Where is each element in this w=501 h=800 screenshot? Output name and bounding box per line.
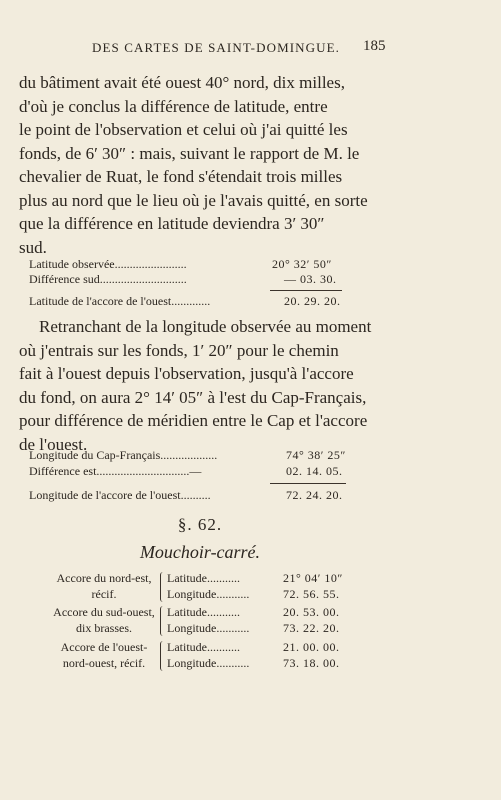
text-line: plus au nord que le lieu où je l'avais quitté, en sorte bbox=[19, 190, 368, 210]
coordinate-value: 20. 53. 00. bbox=[283, 605, 340, 619]
calc-label: Différence est...............................— bbox=[29, 464, 202, 478]
calc-label: Longitude de l'accore de l'ouest.......... bbox=[29, 488, 211, 502]
page-number: 185 bbox=[363, 38, 386, 54]
coordinate-label: Longitude........... bbox=[167, 621, 250, 635]
text-line-content: Retranchant de la longitude observée au moment bbox=[39, 317, 372, 336]
running-head bbox=[0, 40, 501, 62]
calc-label: Latitude observée........................ bbox=[29, 257, 187, 271]
brace bbox=[160, 641, 165, 671]
calc-label: Longitude du Cap-Français................... bbox=[29, 448, 218, 462]
location-name bbox=[48, 604, 160, 636]
coordinate-value: 73. 22. 20. bbox=[283, 621, 340, 635]
calc-label: Différence sud............................. bbox=[29, 272, 187, 286]
sum-rule bbox=[270, 483, 346, 484]
text-line: que la différence en latitude deviendra 3′ 30″ bbox=[19, 214, 325, 233]
text-line: le point de l'observation et celui où j'ai quitté les bbox=[19, 120, 348, 139]
coordinate-label: Longitude........... bbox=[167, 587, 250, 601]
paragraph-2 bbox=[19, 315, 387, 456]
calc-value: 20. 29. 20. bbox=[284, 294, 341, 308]
location-name-line: Accore de l'ouest- bbox=[60, 640, 148, 654]
text-line: de l'ouest. bbox=[19, 434, 88, 454]
sum-rule bbox=[270, 290, 342, 291]
calc-value: 74° 38′ 25″ bbox=[286, 448, 346, 462]
coordinate-label: Latitude........... bbox=[167, 571, 240, 585]
location-name-line: dix brasses. bbox=[76, 621, 132, 635]
text-line: chevalier de Ruat, le fond s'étendait trois milles bbox=[19, 167, 343, 186]
brace bbox=[160, 572, 165, 602]
section-title: Mouchoir-carré. bbox=[139, 542, 261, 562]
calc-value: 02. 14. 05. bbox=[286, 464, 343, 478]
coordinate-value: 72. 56. 55. bbox=[283, 587, 340, 601]
text-line: fait à l'ouest depuis l'observation, jusqu'à l'accore bbox=[19, 364, 354, 383]
location-name bbox=[48, 639, 160, 671]
coordinate-value: 21° 04′ 10″ bbox=[283, 571, 343, 585]
location-name bbox=[48, 570, 160, 602]
calc-label: Latitude de l'accore de l'ouest............. bbox=[29, 294, 211, 308]
calc-value: 72. 24. 20. bbox=[286, 488, 343, 502]
running-title: DES CARTES DE SAINT-DOMINGUE. bbox=[92, 40, 341, 55]
text-line: d'où je conclus la différence de latitude, entre bbox=[19, 96, 328, 116]
text-line: sud. bbox=[19, 237, 47, 257]
location-name-line: Accore du sud-ouest, bbox=[53, 605, 155, 619]
text-line: pour différence de méridien entre le Cap et l'accore bbox=[19, 411, 368, 430]
calc-value: 20° 32′ 50″ bbox=[272, 257, 332, 271]
coordinate-value: 21. 00. 00. bbox=[283, 640, 340, 654]
calc-value: — 03. 30. bbox=[284, 272, 337, 286]
location-name-line: Accore du nord-est, bbox=[56, 571, 152, 585]
location-name-line: nord-ouest, récif. bbox=[62, 656, 146, 670]
text-line bbox=[19, 315, 387, 339]
text-line: où j'entrais sur les fonds, 1′ 20″ pour le chemin bbox=[19, 340, 339, 360]
coordinate-label: Latitude........... bbox=[167, 605, 240, 619]
coordinate-value: 73. 18. 00. bbox=[283, 656, 340, 670]
text-line: du fond, on aura 2° 14′ 05″ à l'est du Cap-Français, bbox=[19, 387, 367, 407]
paragraph-1 bbox=[19, 71, 387, 259]
text-line: du bâtiment avait été ouest 40° nord, dix milles, bbox=[19, 73, 345, 92]
text-line: fonds, de 6′ 30″ : mais, suivant le rapport de M. le bbox=[19, 143, 360, 163]
coordinate-label: Longitude........... bbox=[167, 656, 250, 670]
section-number: §. 62. bbox=[177, 515, 223, 534]
brace bbox=[160, 606, 165, 636]
location-name-line: récif. bbox=[91, 587, 117, 601]
coordinate-label: Latitude........... bbox=[167, 640, 240, 654]
